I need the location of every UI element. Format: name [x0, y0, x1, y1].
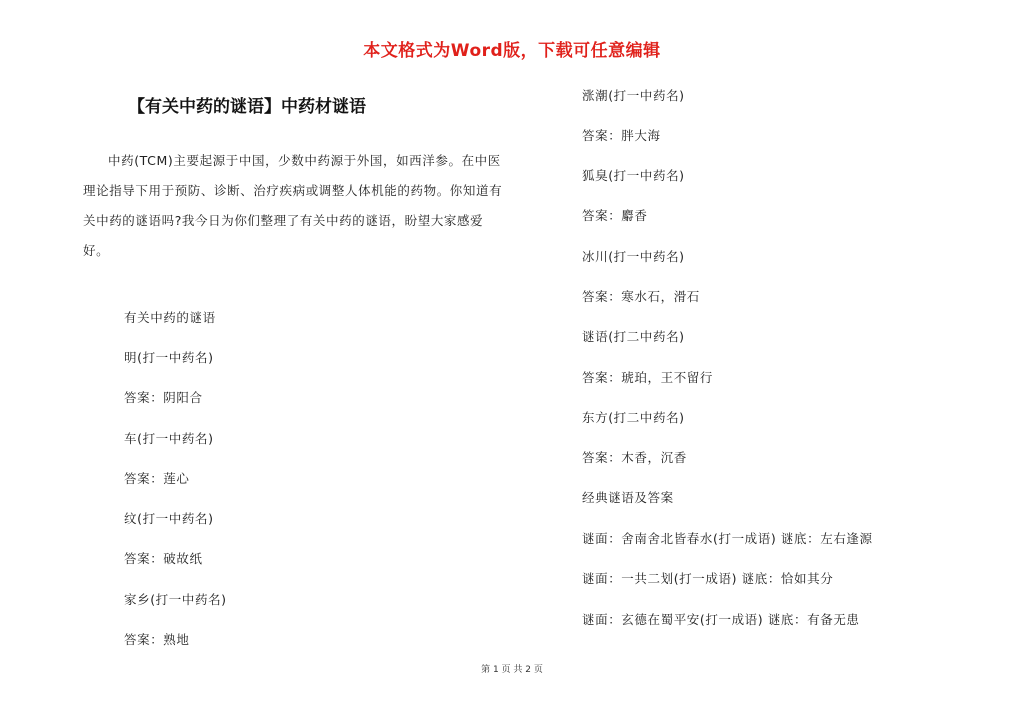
classic-riddle: 谜面：一共二划(打一成语) 谜底：恰如其分: [582, 571, 834, 586]
riddle-question: 家乡(打一中药名): [124, 592, 227, 607]
riddle-question: 纹(打一中药名): [124, 511, 214, 526]
riddle-answer: 答案：麝香: [582, 208, 648, 223]
riddle-answer: 答案：木香，沉香: [582, 450, 687, 465]
page-number: 第 1 页 共 2 页: [481, 665, 543, 675]
riddle-answer: 答案：寒水石，滑石: [582, 289, 700, 304]
riddle-answer: 答案：阴阳合: [124, 390, 203, 405]
riddle-answer: 答案：破故纸: [124, 551, 203, 566]
riddle-question: 明(打一中药名): [124, 350, 214, 365]
riddle-question: 车(打一中药名): [124, 431, 214, 446]
classic-riddle: 谜面：舍南舍北皆春水(打一成语) 谜底：左右逢源: [582, 531, 873, 546]
riddle-question: 冰川(打一中药名): [582, 249, 685, 264]
classic-riddle: 谜面：玄德在蜀平安(打一成语) 谜底：有备无患: [582, 612, 860, 627]
riddle-answer: 答案：熟地: [124, 632, 190, 647]
riddle-question: 谜语(打二中药名): [582, 329, 685, 344]
riddle-answer: 答案：琥珀，王不留行: [582, 370, 714, 385]
intro-paragraph: 中药(TCM)主要起源于中国，少数中药源于外国，如西洋参。在中医理论指导下用于预防、诊断、治疗疾病或调整人体机能的药物。你知道有关中药的谜语吗?我今日为你们整理了有关中药的谜语，盼望大家感爱好。: [83, 153, 503, 258]
document-title: 【有关中药的谜语】中药材谜语: [128, 97, 366, 117]
download-banner: 本文格式为Word版，下载可任意编辑: [363, 41, 661, 61]
riddle-question: 东方(打二中药名): [582, 410, 685, 425]
riddle-answer: 答案：胖大海: [582, 128, 661, 143]
riddle-answer: 答案：莲心: [124, 471, 190, 486]
section-heading: 有关中药的谜语: [124, 310, 216, 325]
riddle-question: 涨潮(打一中药名): [582, 88, 685, 103]
riddle-question: 狐臭(打一中药名): [582, 168, 685, 183]
section-heading: 经典谜语及答案: [582, 490, 674, 505]
